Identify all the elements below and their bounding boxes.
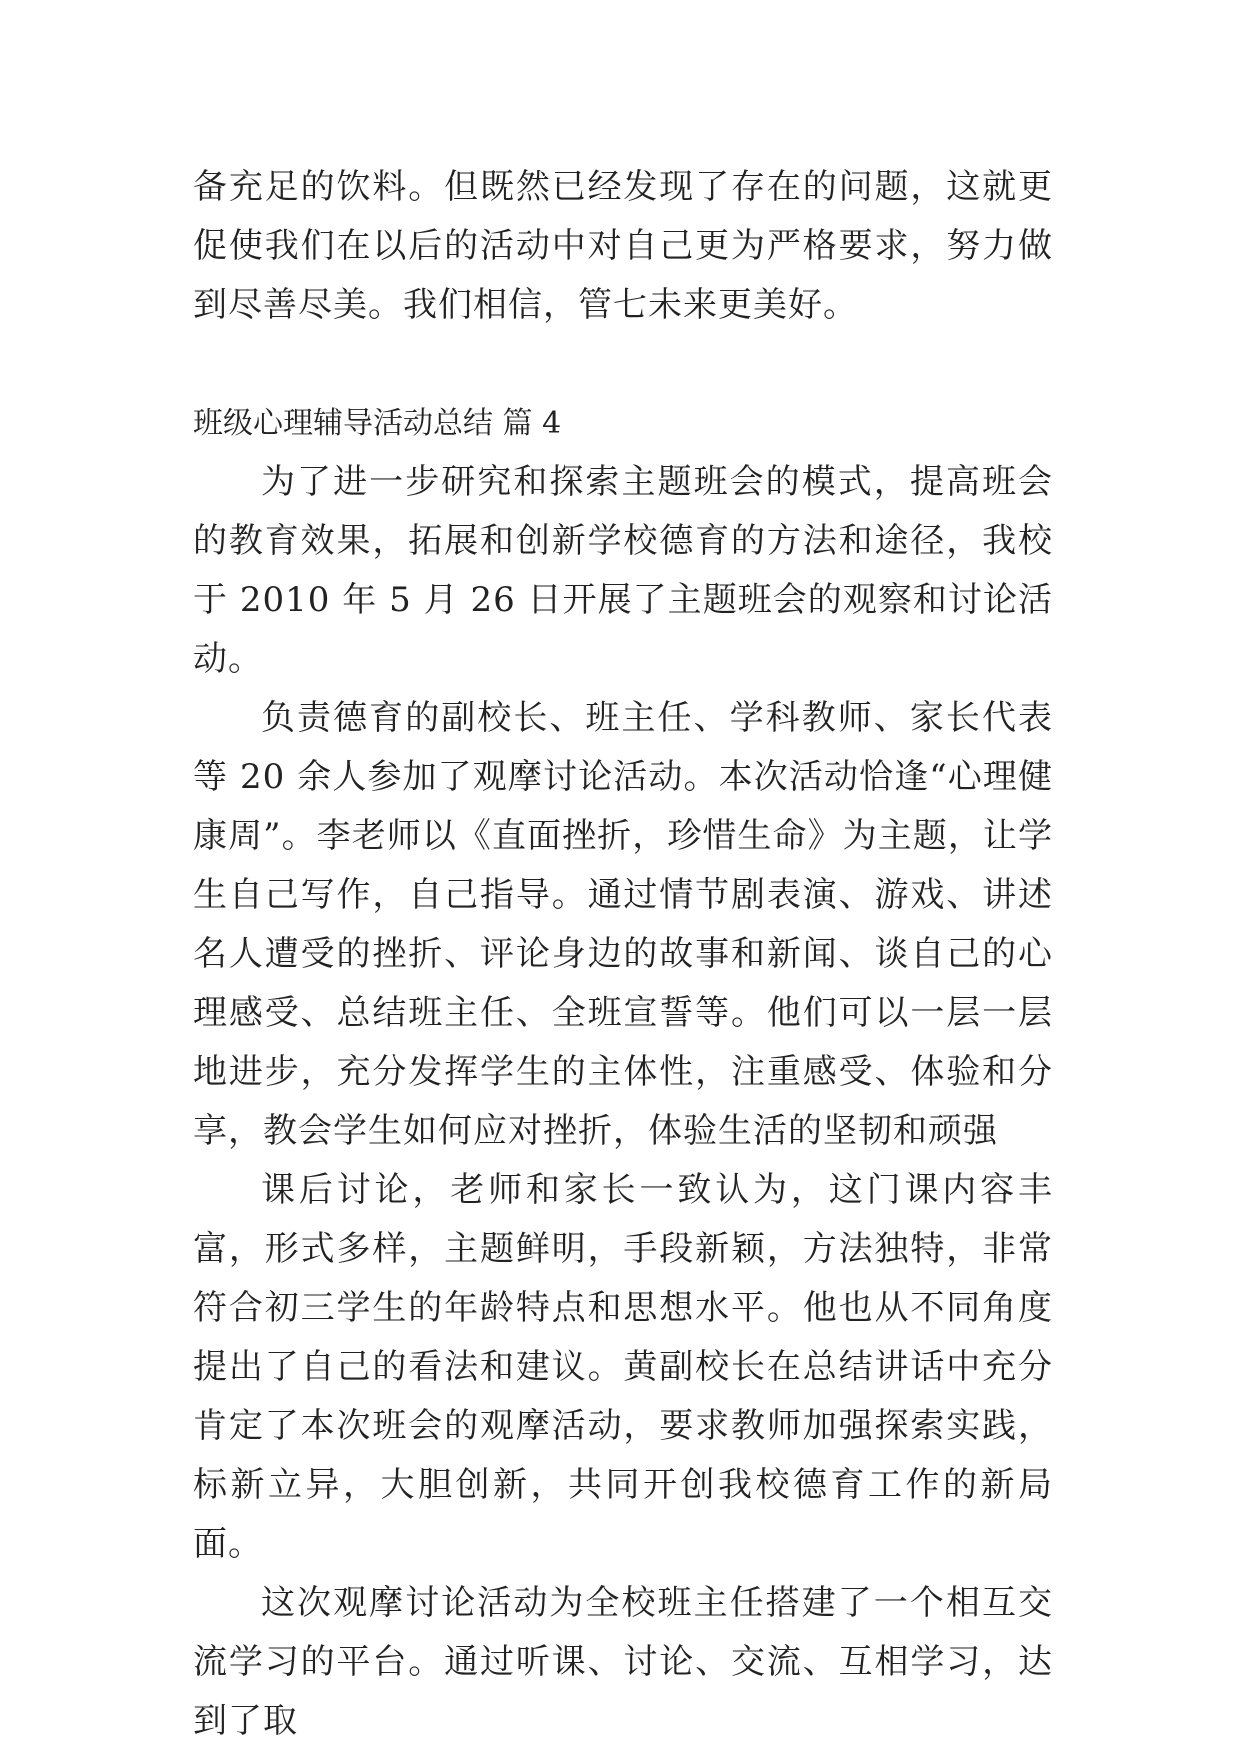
document-body (193, 158, 1053, 1751)
paragraph-1: 为了进一步研究和探索主题班会的模式，提高班会的教育效果，拓展和创新学校德育的方法和途径，我校于 2010 年 5 月 26 日开展了主题班会的观察和讨论活动。 (193, 462, 1053, 679)
paragraph-2: 负责德育的副校长、班主任、学科教师、家长代表等 20 余人参加了观摩讨论活动。本次活动恰逢“心理健康周”。李老师以《直面挫折，珍惜生命》为主题，让学生自己写作，自己指导。通过情节剧表演、游戏、讲述名人遭受的挫折、评论身边的故事和新闻、谈自己的心理感受、总结班主任、全班宣誓等。他们可以一层一层地进步，充分发挥学生的主体性，注重感受、体验和分享，教会学生如何应对挫折，体验生活的坚韧和顽强 (193, 698, 1053, 1151)
continuation-paragraph: 备充足的饮料。但既然已经发现了存在的问题，这就更促使我们在以后的活动中对自己更为严格要求，努力做到尽善尽美。我们相信，管七未来更美好。 (193, 167, 1053, 325)
paragraph-3: 课后讨论，老师和家长一致认为，这门课内容丰富，形式多样，主题鲜明，手段新颖，方法独特，非常符合初三学生的年龄特点和思想水平。他也从不同角度提出了自己的看法和建议。黄副校长在总结讲话中充分肯定了本次班会的观摩活动，要求教师加强探索实践，标新立异，大胆创新，共同开创我校德育工作的新局面。 (193, 1170, 1053, 1564)
section-title: 班级心理辅导活动总结 篇 4 (193, 406, 562, 441)
paragraph-4: 这次观摩讨论活动为全校班主任搭建了一个相互交流学习的平台。通过听课、讨论、交流、互相学习，达到了取 (193, 1583, 1053, 1741)
